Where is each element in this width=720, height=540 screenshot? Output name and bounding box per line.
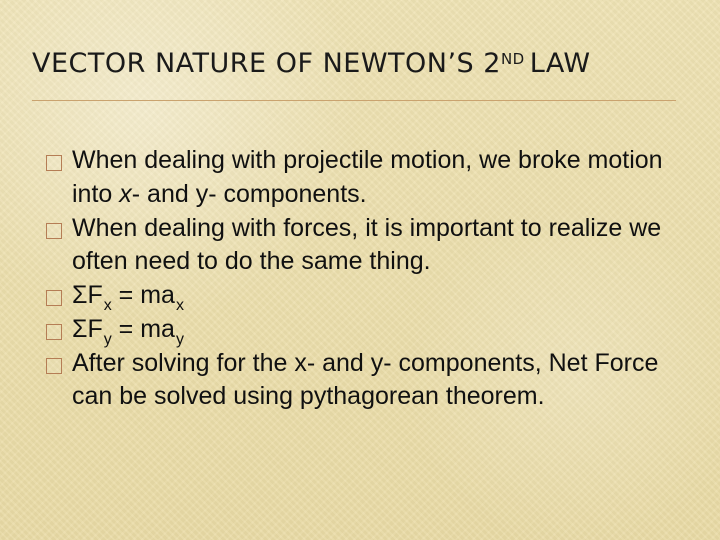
square-outline-icon (46, 290, 62, 306)
equation-lhs: ΣF (72, 314, 103, 343)
title-divider (32, 100, 676, 101)
equation-lhs-subscript: x (103, 297, 112, 314)
bullet-list (46, 144, 686, 414)
equation-middle: = ma (111, 281, 175, 309)
bullet-italic-x: x (119, 179, 132, 208)
square-outline-icon (46, 155, 62, 171)
bullet-text-part: When dealing with projectile motion, we broke motion into (72, 146, 663, 208)
bullet-text: When dealing with forces, it is important to realize we often need to do the same thing. (72, 213, 662, 276)
slide-title-prefix: VECTOR NATURE OF NEWTON’S 2 (32, 48, 501, 79)
square-outline-icon (46, 223, 62, 239)
slide-title-suffix: LAW (529, 48, 591, 79)
bullet-text: After solving for the x- and y- components, Net Force can be solved using pythagorean theorem. (72, 348, 659, 411)
slide-title-superscript: ND (500, 50, 525, 68)
slide-title (32, 48, 591, 79)
equation-lhs: ΣF (72, 281, 103, 309)
bullet-item-forces (46, 212, 686, 280)
bullet-item-sum-fx (46, 279, 686, 313)
equation-rhs-subscript: y (175, 330, 184, 348)
square-outline-icon (46, 324, 62, 340)
bullet-item-projectile-motion (46, 144, 686, 212)
equation-rhs-subscript: x (175, 297, 184, 314)
square-outline-icon (46, 358, 62, 374)
bullet-item-sum-fy (46, 313, 686, 347)
bullet-item-net-force (46, 347, 686, 415)
equation-middle: = ma (111, 314, 175, 343)
equation-lhs-subscript: y (103, 330, 112, 348)
bullet-text-part: - and y- components. (131, 179, 367, 208)
